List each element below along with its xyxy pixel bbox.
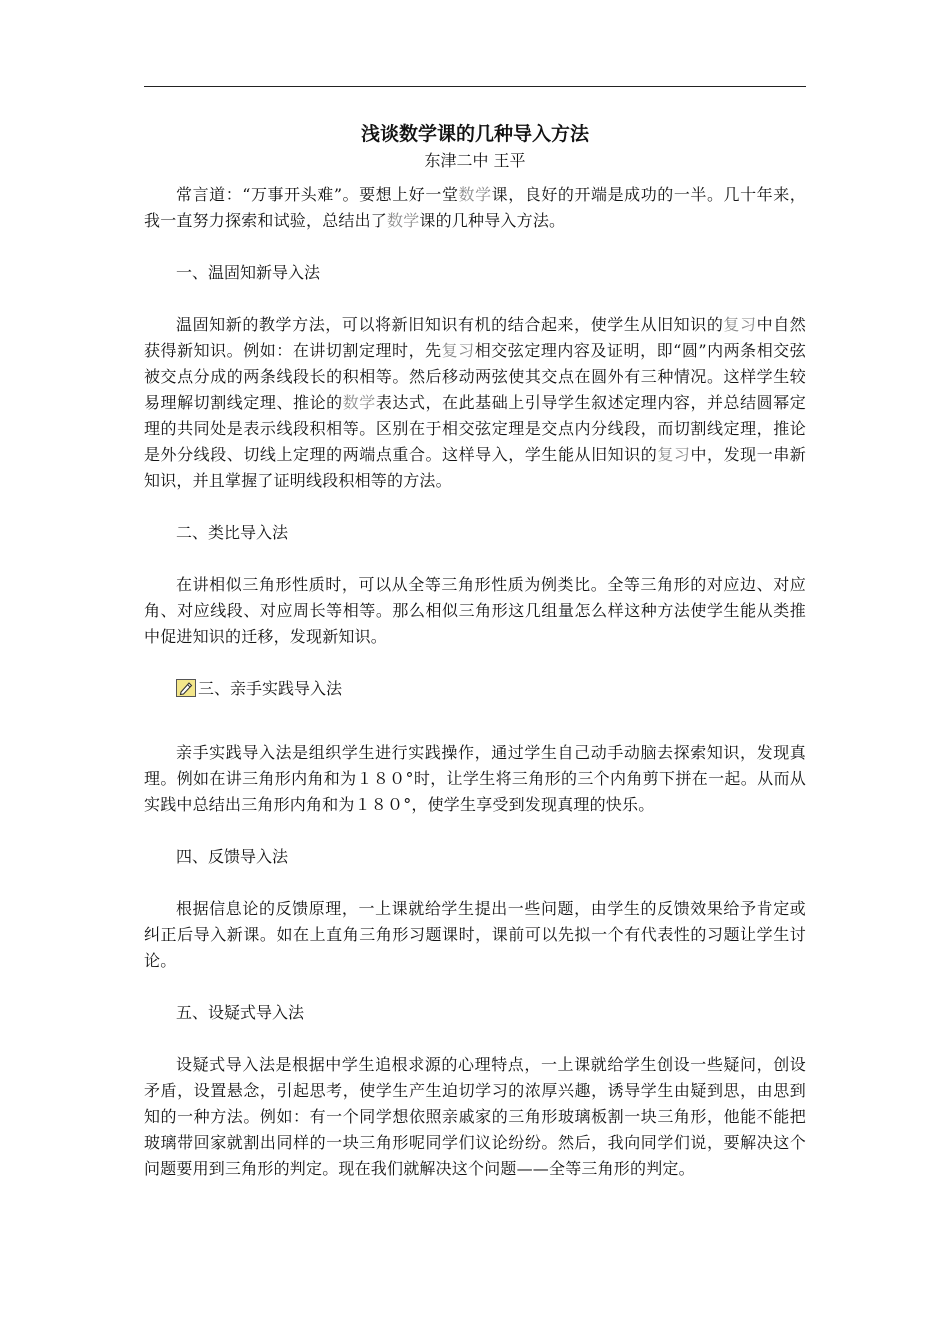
document-title: 浅谈数学课的几种导入方法 [360, 123, 589, 145]
section-heading-1: 一、温固知新导入法 [176, 263, 321, 282]
header-rule [144, 86, 806, 87]
intro-text: 课，良好的开端是成功的一半。几十年来，我一直努力探索和试验，总结出了 [144, 185, 806, 230]
document-body [144, 120, 806, 1182]
keyword-link[interactable]: 数学 [387, 211, 420, 230]
intro-text: 课的几种导入方法。 [419, 211, 566, 230]
section-4-paragraph: 根据信息论的反馈原理，一上课就给学生提出一些问题，由学生的反馈效果给予肯定或纠正后导入新课。如在上直角三角形习题课时，课前可以先拟一个有代表性的习题让学生讨论。 [144, 899, 806, 970]
keyword-link[interactable]: 数学 [342, 393, 376, 412]
section-text: 中自然获得新知识。例如：在讲切割定理时，先 [144, 315, 806, 360]
keyword-link[interactable]: 复习 [723, 315, 757, 334]
section-1-paragraph [144, 312, 806, 494]
section-text: 温固知新的教学方法，可以将新旧知识有机的结合起来，使学生从旧知识的 [176, 315, 724, 334]
keyword-link[interactable]: 数学 [458, 185, 492, 204]
intro-text: 常言道：“万事开头难”。要想上好一堂 [176, 185, 459, 204]
keyword-link[interactable]: 复习 [657, 445, 691, 464]
note-icon[interactable] [176, 679, 196, 697]
section-heading-5: 五、设疑式导入法 [176, 1003, 305, 1022]
section-text: 中，发现一串新知识，并且掌握了证明线段积相等的方法。 [144, 445, 807, 490]
section-heading-3-label: 三、亲手实践导入法 [198, 679, 343, 698]
section-heading-3 [144, 676, 806, 702]
section-heading-4: 四、反馈导入法 [176, 847, 289, 866]
intro-paragraph [144, 182, 806, 234]
section-3-paragraph: 亲手实践导入法是组织学生进行实践操作，通过学生自己动手动脑去探索知识，发现真理。例如在讲三角形内角和为１８０°时，让学生将三角形的三个内角剪下拼在一起。从而从实践中总结出三角形内角和为１８０°，使学生享受到发现真理的快乐。 [144, 743, 806, 814]
keyword-link[interactable]: 复习 [441, 341, 475, 360]
document-author: 东津二中 王平 [424, 151, 526, 170]
section-5-paragraph: 设疑式导入法是根据中学生追根求源的心理特点，一上课就给学生创设一些疑问，创设矛盾，设置悬念，引起思考，使学生产生迫切学习的浓厚兴趣，诱导学生由疑到思，由思到知的一种方法。例如：有一个同学想依照亲戚家的三角形玻璃板割一块三角形，他能不能把玻璃带回家就割出同样的一块三角形呢同学们议论纷纷。然后，我向同学们说，要解决这个问题要用到三角形的判定。现在我们就解决这个问题——全等三角形的判定。 [144, 1055, 806, 1178]
section-text: 表达式，在此基础上引导学生叙述定理内容，并总结圆幂定理的共同处是表示线段积相等。区别在于相交弦定理是交点内分线段，而切割线定理，推论是外分线段、切线上定理的两端点重合。这样导入，学生能从旧知识的 [144, 393, 806, 464]
section-2-paragraph: 在讲相似三角形性质时，可以从全等三角形性质为例类比。全等三角形的对应边、对应角、对应线段、对应周长等相等。那么相似三角形这几组量怎么样这种方法使学生能从类推中促进知识的迁移，发现新知识。 [144, 575, 806, 646]
section-heading-2: 二、类比导入法 [176, 523, 289, 542]
section-text: 相交弦定理内容及证明，即“圆”内两条相交弦被交点分成的两条线段长的积相等。然后移动两弦使其交点在圆外有三种情况。这样学生较易理解切割线定理、推论的 [144, 341, 806, 412]
